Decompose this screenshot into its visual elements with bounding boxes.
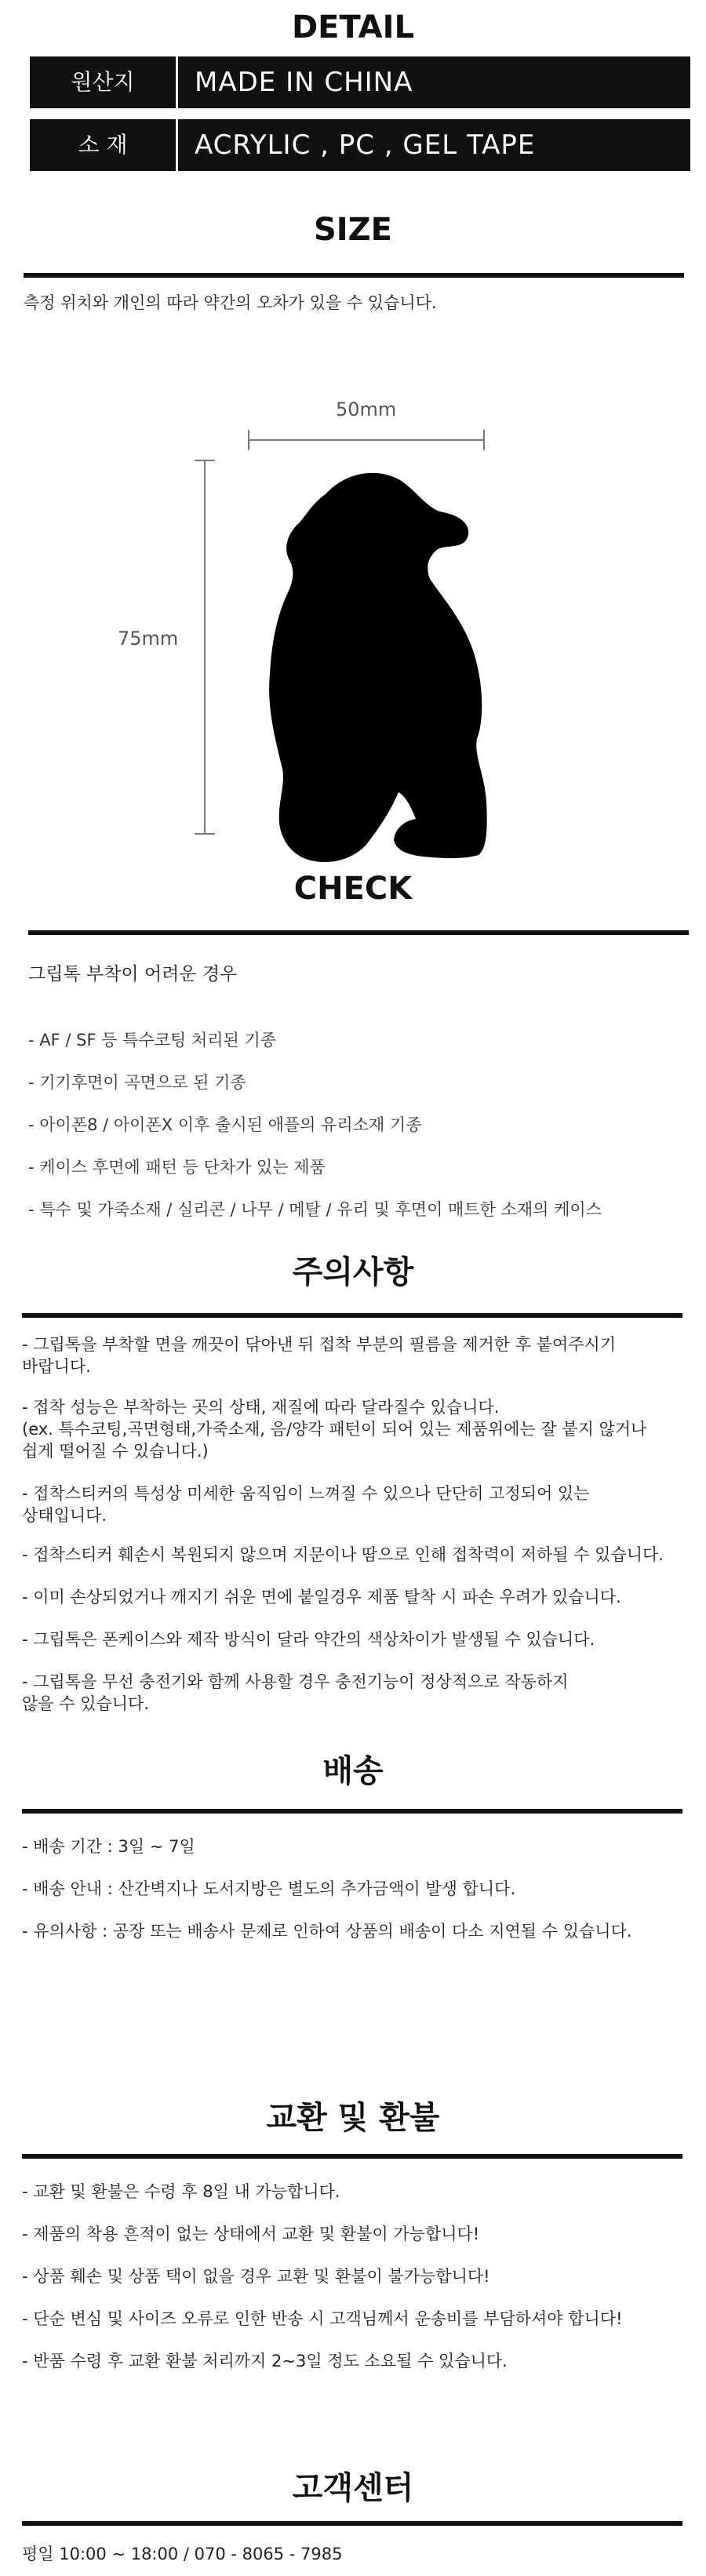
check-subtitle: 그립톡 부착이 어려운 경우 bbox=[28, 964, 238, 984]
width-label: 50mm bbox=[336, 398, 397, 420]
check-item: - 아이폰8 / 아이폰X 이후 출시된 애플의 유리소재 기종 bbox=[28, 1115, 422, 1134]
width-dimension-line bbox=[248, 439, 485, 441]
caution-rule bbox=[22, 1313, 682, 1318]
height-label: 75mm bbox=[118, 628, 179, 649]
gorilla-silhouette-icon bbox=[251, 463, 502, 863]
check-title: CHECK bbox=[293, 871, 413, 907]
caution-title: 주의사항 bbox=[292, 1254, 414, 1290]
refund-item: - 반품 수령 후 교환 환불 처리까지 2~3일 정도 소요될 수 있습니다. bbox=[22, 2352, 508, 2370]
width-tick-right bbox=[483, 430, 485, 450]
refund-item: - 단순 변심 및 사이즈 오류로 인한 반송 시 고객님께서 운송비를 부담하셔야 합니다! bbox=[22, 2309, 623, 2328]
shipping-rule bbox=[22, 1809, 682, 1814]
check-item: - 특수 및 가죽소재 / 실리콘 / 나무 / 메탈 / 유리 및 후면이 매트한 소재의 케이스 bbox=[28, 1200, 602, 1219]
spec-divider bbox=[176, 119, 178, 171]
spec-divider bbox=[176, 56, 178, 108]
shipping-item: - 배송 안내 : 산간벽지나 도서지방은 별도의 추가금액이 발생 합니다. bbox=[22, 1879, 516, 1898]
size-title: SIZE bbox=[313, 212, 393, 248]
spec-value-origin: MADE IN CHINA bbox=[195, 67, 413, 98]
spec-row-origin bbox=[30, 56, 690, 108]
caution-item: - 접착스티커의 특성상 미세한 움직임이 느껴질 수 있으나 단단히 고정되어 있는 상태입니다. bbox=[22, 1484, 590, 1525]
detail-title: DETAIL bbox=[291, 9, 415, 45]
size-note: 측정 위치와 개인의 따라 약간의 오차가 있을 수 있습니다. bbox=[24, 293, 437, 312]
spec-row-material bbox=[30, 119, 690, 171]
cs-title: 고객센터 bbox=[292, 2470, 414, 2506]
height-tick-bottom bbox=[195, 833, 215, 835]
spec-value-material: ACRYLIC , PC , GEL TAPE bbox=[195, 129, 536, 161]
check-rule bbox=[28, 930, 689, 935]
refund-title: 교환 및 환불 bbox=[266, 2100, 440, 2136]
shipping-item: - 유의사항 : 공장 또는 배송사 문제로 인하여 상품의 배송이 다소 지연될 수 있습니다. bbox=[22, 1922, 632, 1941]
caution-item: - 접착스티커 훼손시 복원되지 않으며 지문이나 땀으로 인해 접착력이 저하될 수 있습니다. bbox=[22, 1545, 664, 1564]
caution-item: - 그립톡은 폰케이스와 제작 방식이 달라 약간의 색상차이가 발생될 수 있습니다. bbox=[22, 1630, 595, 1649]
refund-rule bbox=[22, 2154, 682, 2159]
refund-item: - 교환 및 환불은 수령 후 8일 내 가능합니다. bbox=[22, 2182, 340, 2201]
size-rule bbox=[24, 273, 684, 278]
refund-item: - 제품의 착용 흔적이 없는 상태에서 교환 및 환불이 가능합니다! bbox=[22, 2225, 480, 2243]
height-dimension-line bbox=[204, 460, 206, 835]
check-item: - 케이스 후면에 패턴 등 단차가 있는 제품 bbox=[28, 1158, 326, 1177]
caution-item: - 그립톡을 무선 충전기와 함께 사용할 경우 충전기능이 정상적으로 작동하지 않을 수 있습니다. bbox=[22, 1672, 569, 1713]
caution-item: - 접착 성능은 부착하는 곳의 상태, 재질에 따라 달라질수 있습니다. (ex. 특수코팅,곡면형태,가죽소재, 음/양각 패턴이 되어 있는 제품위에는 잘 붙지 않거나 쉽게 떨어질 수 있습니다.) bbox=[22, 1398, 647, 1461]
cs-rule bbox=[22, 2521, 682, 2526]
check-item: - 기기후면이 곡면으로 된 기종 bbox=[28, 1073, 246, 1092]
shipping-title: 배송 bbox=[322, 1753, 384, 1789]
height-tick-top bbox=[195, 460, 215, 461]
shipping-item: - 배송 기간 : 3일 ~ 7일 bbox=[22, 1837, 195, 1856]
caution-item: - 이미 손상되었거나 깨지기 쉬운 면에 붙일경우 제품 탈착 시 파손 우려가 있습니다. bbox=[22, 1588, 621, 1606]
refund-item: - 상품 훼손 및 상품 택이 없을 경우 교환 및 환불이 불가능합니다! bbox=[22, 2267, 490, 2286]
spec-key-material: 소 재 bbox=[78, 132, 128, 158]
spec-key-origin: 원산지 bbox=[71, 69, 135, 95]
width-tick-left bbox=[248, 430, 249, 450]
cs-hours: 평일 10:00 ~ 18:00 / 070 - 8065 - 7985 bbox=[22, 2545, 343, 2563]
check-item: - AF / SF 등 특수코팅 처리된 기종 bbox=[28, 1031, 277, 1050]
caution-item: - 그립톡을 부착할 면을 깨끗이 닦아낸 뒤 접착 부분의 필름을 제거한 후 붙여주시기 바랍니다. bbox=[22, 1335, 617, 1376]
